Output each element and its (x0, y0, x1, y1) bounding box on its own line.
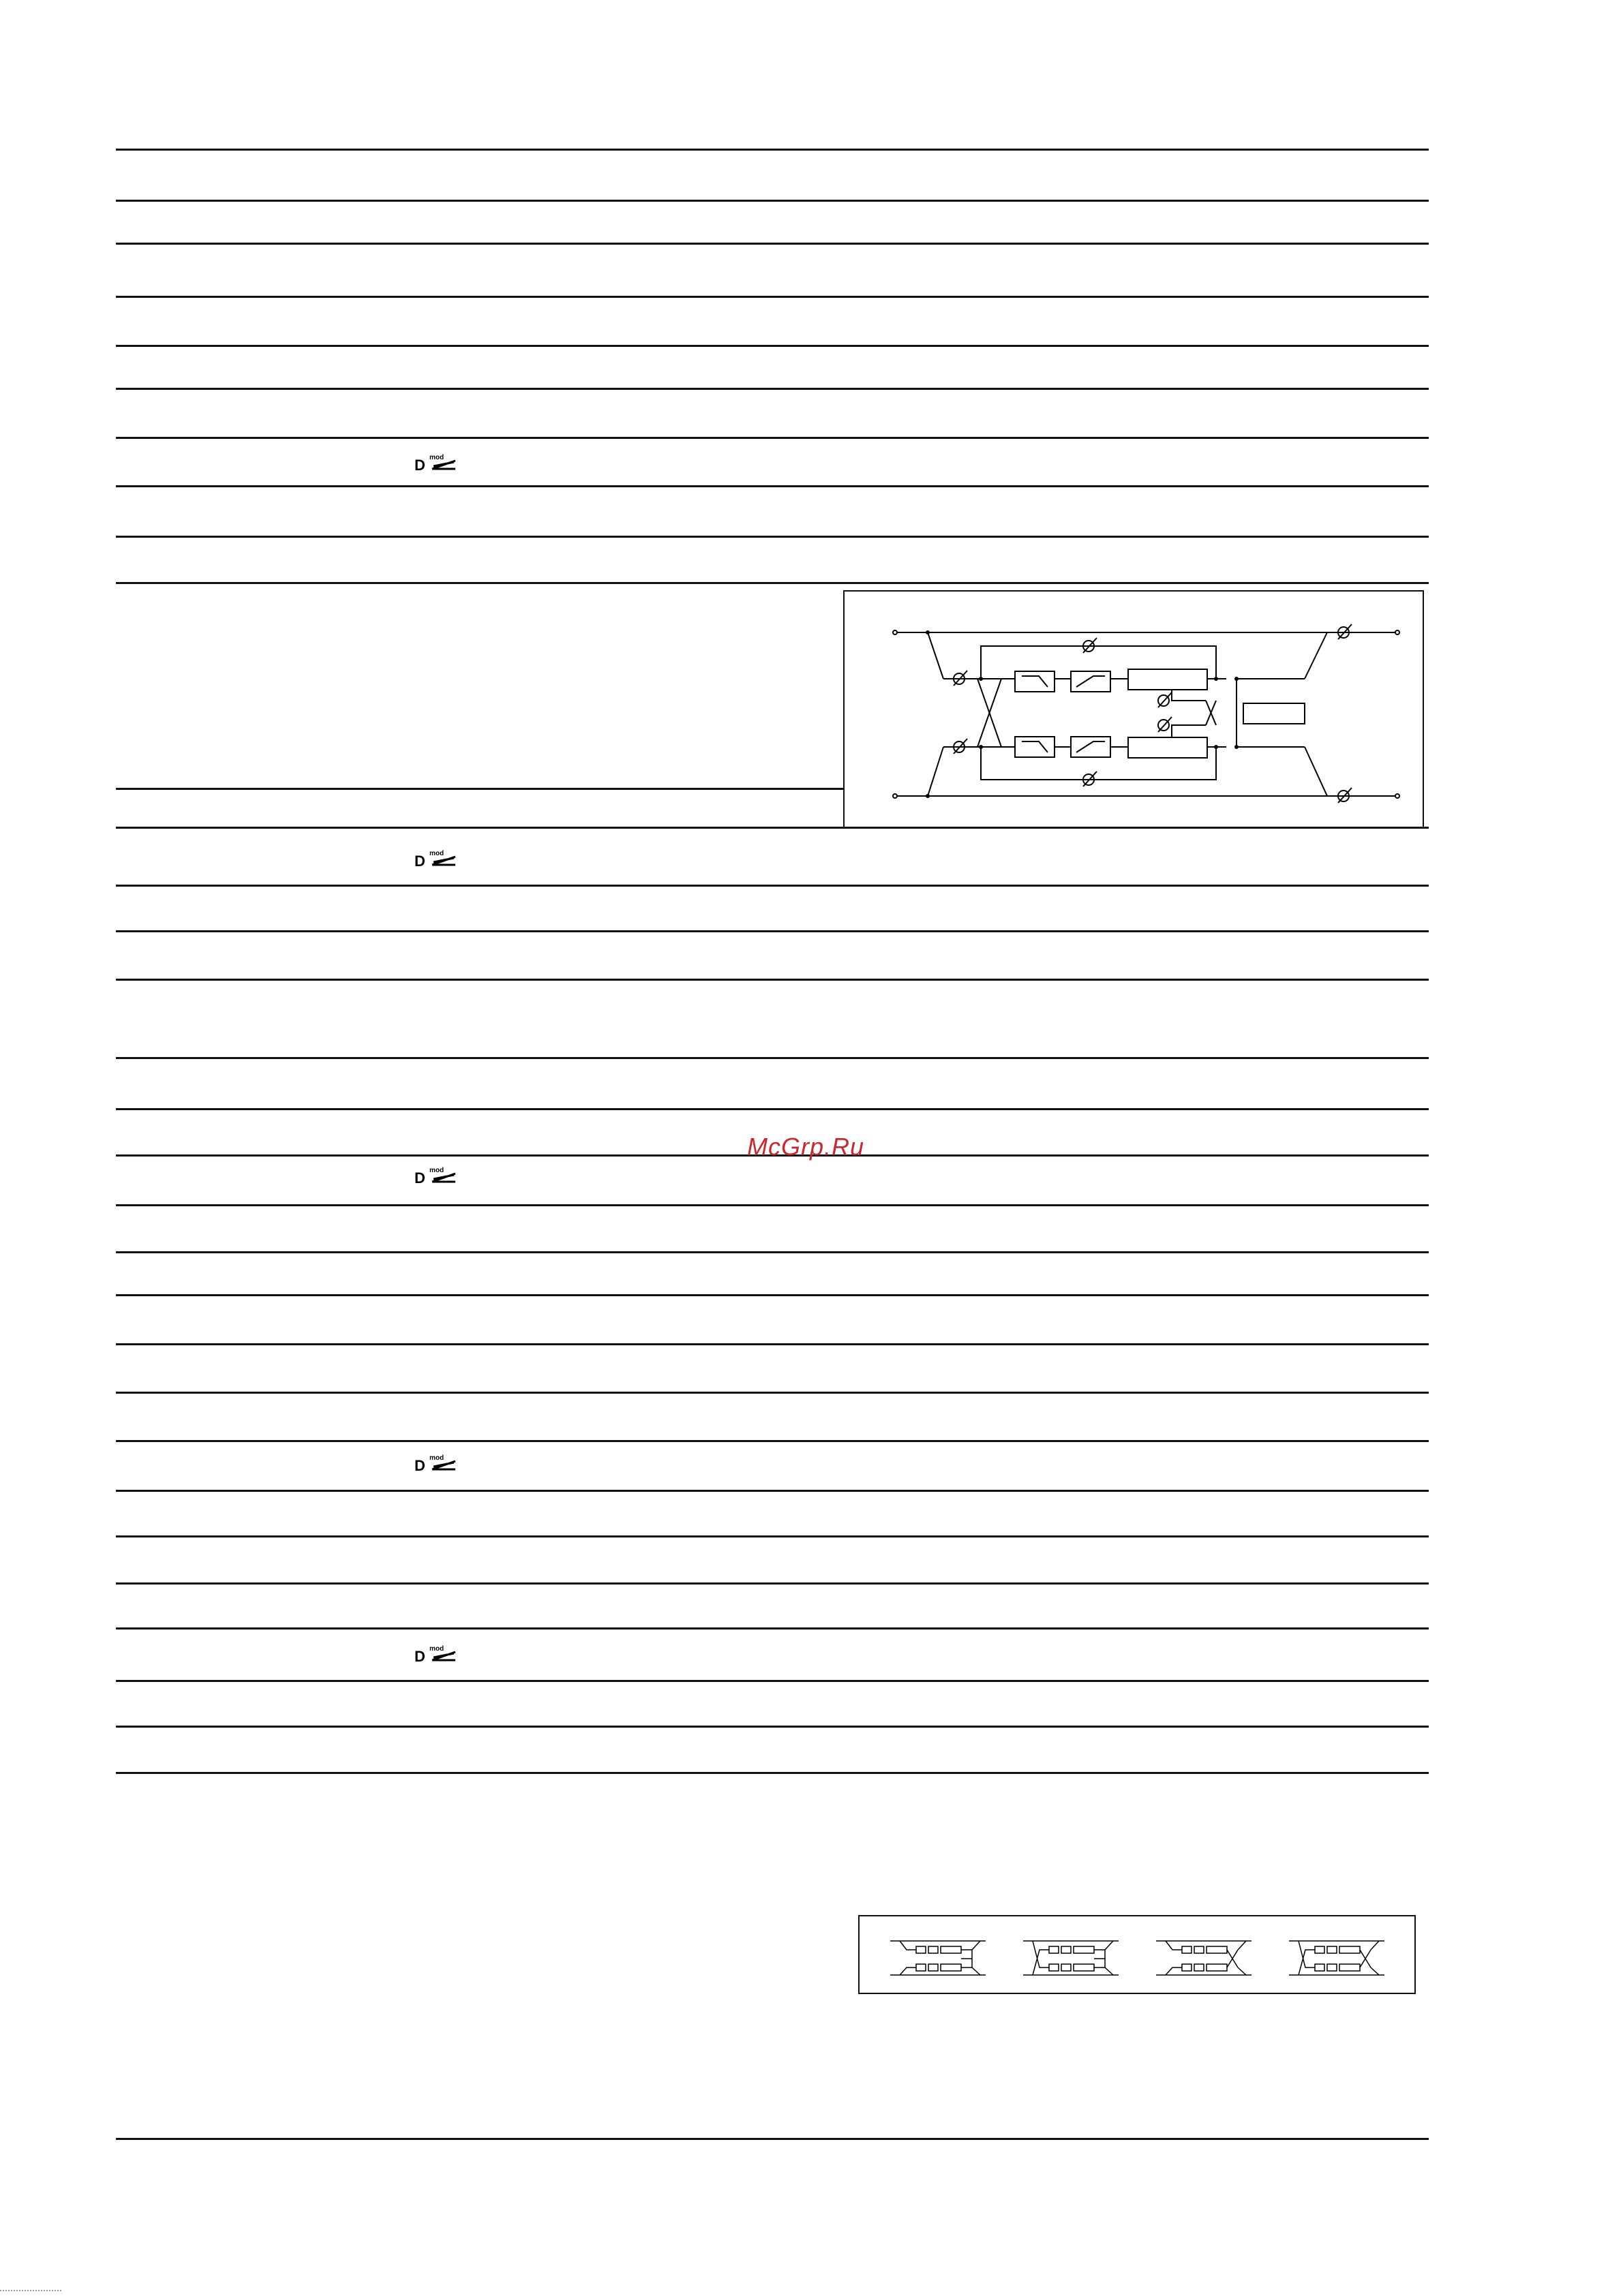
table-rule (116, 345, 1429, 347)
table-rule (116, 1108, 1429, 1110)
table-rule (116, 1057, 1429, 1059)
dmod-letter: D (414, 457, 425, 474)
table-rule (116, 1204, 1429, 1206)
stereo-signal-flow-diagram (843, 590, 1424, 829)
dmod-badge (414, 454, 459, 474)
dmod-letter: D (414, 853, 425, 870)
dmod-badge (414, 1645, 459, 1666)
routing-variants-diagram (858, 1915, 1416, 1994)
table-rule (116, 243, 1429, 245)
table-rule (116, 1440, 1429, 1442)
table-rule (116, 200, 1429, 202)
table-rule (116, 1627, 1429, 1629)
footer-mark (0, 2290, 61, 2294)
dmod-superscript: mod (429, 454, 444, 461)
dmod-badge (414, 850, 459, 870)
dmod-letter: D (414, 1648, 425, 1665)
table-rule (116, 149, 1429, 151)
table-rule (116, 1490, 1429, 1492)
table-rule (116, 1392, 1429, 1394)
dmod-superscript: mod (429, 1645, 444, 1653)
dmod-ramp-icon (428, 854, 459, 869)
table-rule (116, 1535, 1429, 1537)
dmod-superscript: mod (429, 850, 444, 857)
dmod-letter: D (414, 1169, 425, 1187)
dmod-superscript: mod (429, 1167, 444, 1174)
stereo-signal-flow-diagram-icon (845, 592, 1423, 827)
table-rule (116, 1343, 1429, 1345)
table-rule (116, 2138, 1429, 2140)
table-rule (116, 1582, 1429, 1585)
table-rule (116, 485, 1429, 487)
table-rule (116, 930, 1429, 932)
table-rule (116, 788, 844, 790)
table-rule (116, 582, 1429, 584)
dmod-ramp-icon (428, 1458, 459, 1473)
table-rule (116, 1294, 1429, 1296)
table-rule (116, 885, 1429, 887)
table-rule (116, 1680, 1429, 1682)
dmod-ramp-icon (428, 458, 459, 473)
table-rule (116, 296, 1429, 298)
table-rule (116, 1251, 1429, 1253)
watermark: McGrp.Ru (747, 1133, 865, 1161)
table-rule (116, 1772, 1429, 1774)
dmod-ramp-icon (428, 1171, 459, 1186)
table-rule (116, 388, 1429, 390)
routing-variants-diagram-icon (860, 1916, 1414, 1993)
table-rule (116, 437, 1429, 439)
table-rule (116, 536, 1429, 538)
dmod-badge (414, 1454, 459, 1475)
table-rule (116, 979, 1429, 981)
table-rule (116, 1726, 1429, 1728)
dmod-letter: D (414, 1457, 425, 1474)
dmod-badge (414, 1167, 459, 1187)
dmod-ramp-icon (428, 1649, 459, 1664)
dmod-superscript: mod (429, 1454, 444, 1462)
